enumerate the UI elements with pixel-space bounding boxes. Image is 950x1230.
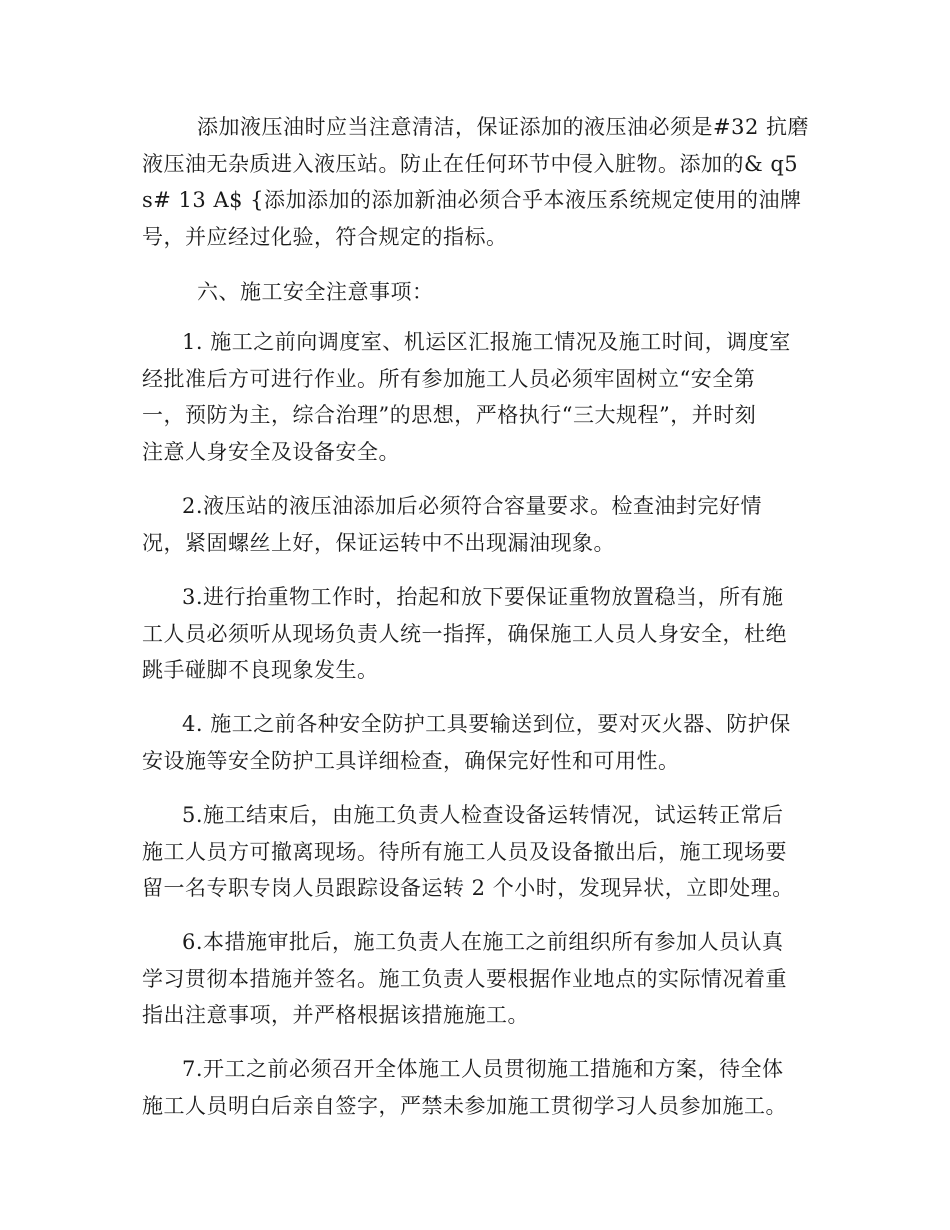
text-line: 1. 施工之前向调度室、机运区汇报施工情况及施工时间，调度室 [182, 330, 791, 354]
section-heading-text: 六、施工安全注意事项： [197, 280, 434, 304]
text-line: 一，预防为主，综合治理”的思想，严格执行“三大规程”，并时刻 [142, 403, 757, 427]
text-line: 经批准后方可进行作业。所有参加施工人员必须牢固树立“安全第 [142, 366, 756, 391]
paragraph-hydraulic-oil [142, 109, 810, 255]
text-line: 留一名专职专岗人员跟踪设备运转 2 个小时，发现异状，立即处理。 [142, 876, 794, 900]
paragraph-item-4 [142, 706, 810, 779]
paragraph-item-6 [142, 924, 810, 1034]
text-line: 施工人员方可撤离现场。待所有施工人员及设备撤出后，施工现场要 [142, 839, 787, 864]
text-line: s# 13 A$ {添加添加的添加新油必须合乎本液压系统规定使用的油牌 [142, 188, 802, 212]
text-line: 注意人身安全及设备安全。 [142, 439, 400, 464]
text-line: 号，并应经过化验，符合规定的指标。 [142, 224, 508, 249]
text-line: 况，紧固螺丝上好，保证运转中不出现漏油现象。 [142, 530, 615, 555]
text-line: 工人员必须听从现场负责人统一指挥，确保施工人员人身安全，杜绝 [142, 621, 787, 646]
text-line: 5.施工结束后，由施工负责人检查设备运转情况，试运转正常后 [182, 803, 784, 827]
text-line: 3.进行抬重物工作时，抬起和放下要保证重物放置稳当，所有施 [182, 585, 784, 609]
paragraph-item-3 [142, 579, 810, 689]
text-line: 施工人员明白后亲自签字，严禁未参加施工贯彻学习人员参加施工。 [142, 1093, 787, 1118]
text-line: 添加液压油时应当注意清洁，保证添加的液压油必须是#32 抗磨 [197, 115, 809, 139]
text-line: 4. 施工之前各种安全防护工具要输送到位，要对灭火器、防护保 [182, 712, 791, 736]
paragraph-item-5 [142, 797, 810, 907]
paragraph-item-2 [142, 488, 810, 561]
text-line: 2.液压站的液压油添加后必须符合容量要求。检查油封完好情 [182, 494, 763, 518]
text-line: 安设施等安全防护工具详细检查，确保完好性和可用性。 [142, 748, 680, 773]
text-line: 液压油无杂质进入液压站。防止在任何环节中侵入脏物。添加的& q5 [142, 151, 799, 176]
section-heading-safety [142, 274, 810, 311]
text-line: 学习贯彻本措施并签名。施工负责人要根据作业地点的实际情况着重 [142, 966, 787, 991]
text-line: 7.开工之前必须召开全体施工人员贯彻施工措施和方案，待全体 [182, 1057, 784, 1081]
text-line: 指出注意事项，并严格根据该措施施工。 [142, 1003, 529, 1027]
text-line: 6.本措施审批后，施工负责人在施工之前组织所有参加人员认真 [182, 930, 784, 954]
paragraph-item-7 [142, 1051, 810, 1124]
paragraph-item-1 [142, 324, 810, 470]
text-line: 跳手碰脚不良现象发生。 [142, 658, 379, 682]
